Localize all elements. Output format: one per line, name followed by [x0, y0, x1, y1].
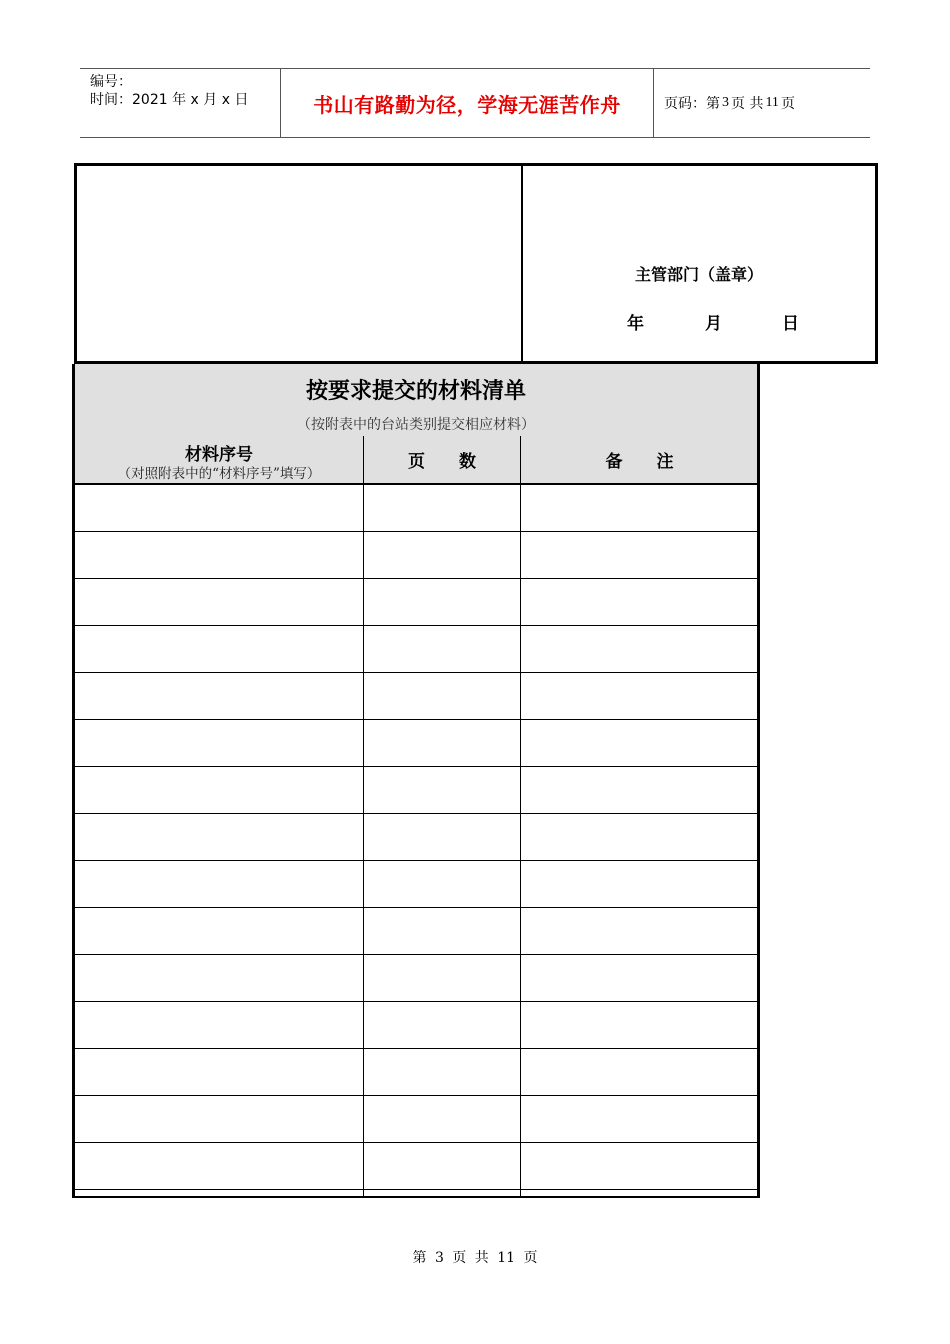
remarks-cell[interactable]	[521, 814, 757, 860]
materials-table	[72, 364, 760, 1198]
remarks-cell[interactable]	[521, 532, 757, 578]
serial-cell[interactable]	[75, 485, 363, 531]
table-row	[75, 626, 757, 673]
pages-cell[interactable]	[364, 767, 520, 813]
stamp-label: 主管部门（盖章）	[634, 265, 763, 284]
page-current: 3	[722, 95, 729, 110]
materials-header-row	[75, 436, 757, 485]
pages-cell[interactable]	[364, 814, 520, 860]
remarks-cell[interactable]	[521, 485, 757, 531]
table-row	[75, 908, 757, 955]
header-meta	[80, 69, 281, 137]
pages-cell[interactable]	[364, 532, 520, 578]
remarks-cell[interactable]	[521, 1049, 757, 1095]
serial-cell[interactable]	[75, 579, 363, 625]
column-serial-note: （对照附表中的“材料序号”填写）	[117, 466, 321, 482]
pages-cell[interactable]	[364, 1002, 520, 1048]
date-year: 年	[627, 314, 644, 334]
remarks-cell[interactable]	[521, 579, 757, 625]
serial-cell[interactable]	[75, 861, 363, 907]
table-row	[75, 1049, 757, 1096]
remarks-cell[interactable]	[521, 955, 757, 1001]
serial-cell[interactable]	[75, 1049, 363, 1095]
table-row	[75, 814, 757, 861]
column-remarks: 备 注	[605, 452, 674, 472]
serial-cell[interactable]	[75, 1096, 363, 1142]
table-row	[75, 767, 757, 814]
approval-box	[74, 163, 878, 364]
remarks-cell[interactable]	[521, 1143, 757, 1189]
table-row	[75, 720, 757, 767]
column-serial-label: 材料序号	[185, 445, 253, 465]
page-prefix: 页码：第	[664, 96, 720, 112]
table-row	[75, 485, 757, 532]
header-motto: 书山有路勤为径，学海无涯苦作舟	[281, 69, 654, 137]
remarks-cell[interactable]	[521, 908, 757, 954]
pages-cell[interactable]	[364, 579, 520, 625]
table-row	[75, 1143, 757, 1190]
page-mid: 页 共	[731, 96, 764, 112]
pages-cell[interactable]	[364, 673, 520, 719]
serial-cell[interactable]	[75, 767, 363, 813]
remarks-cell[interactable]	[521, 626, 757, 672]
column-serial	[75, 436, 363, 483]
remarks-cell[interactable]	[521, 861, 757, 907]
page-footer: 第 3 页 共 11 页	[412, 1250, 538, 1266]
serial-cell[interactable]	[75, 626, 363, 672]
pages-cell[interactable]	[364, 1143, 520, 1189]
remarks-cell[interactable]	[521, 1002, 757, 1048]
serial-cell[interactable]	[75, 814, 363, 860]
serial-cell[interactable]	[75, 1143, 363, 1189]
pages-cell[interactable]	[364, 1049, 520, 1095]
materials-title: 按要求提交的材料清单	[305, 378, 526, 404]
table-row	[75, 673, 757, 720]
date-month: 月	[705, 314, 722, 334]
table-row	[75, 1002, 757, 1049]
serial-cell[interactable]	[75, 908, 363, 954]
table-row	[75, 861, 757, 908]
remarks-cell[interactable]	[521, 767, 757, 813]
pages-cell[interactable]	[364, 1096, 520, 1142]
pages-cell[interactable]	[364, 861, 520, 907]
serial-cell[interactable]	[75, 673, 363, 719]
remarks-cell[interactable]	[521, 1096, 757, 1142]
pages-cell[interactable]	[364, 626, 520, 672]
pages-cell[interactable]	[364, 720, 520, 766]
page-header	[80, 68, 870, 138]
page-suffix: 页	[780, 96, 795, 112]
table-row	[75, 955, 757, 1002]
remarks-cell[interactable]	[521, 673, 757, 719]
document-number-label: 编号：	[90, 74, 132, 90]
serial-cell[interactable]	[75, 955, 363, 1001]
page-total: 11	[765, 95, 779, 110]
materials-rows	[75, 485, 757, 1190]
serial-cell[interactable]	[75, 1002, 363, 1048]
column-pages: 页 数	[408, 452, 476, 472]
table-row	[75, 532, 757, 579]
date-day: 日	[782, 314, 799, 334]
materials-subtitle: （按附表中的台站类别提交相应材料）	[297, 417, 535, 433]
pages-cell[interactable]	[364, 485, 520, 531]
remarks-cell[interactable]	[521, 720, 757, 766]
document-time-label: 时间：2021 年 x 月 x 日	[90, 92, 249, 108]
table-row	[75, 1096, 757, 1143]
serial-cell[interactable]	[75, 532, 363, 578]
pages-cell[interactable]	[364, 908, 520, 954]
materials-title-block	[75, 364, 757, 437]
pages-cell[interactable]	[364, 955, 520, 1001]
serial-cell[interactable]	[75, 720, 363, 766]
table-row	[75, 579, 757, 626]
header-page-number	[654, 69, 870, 137]
